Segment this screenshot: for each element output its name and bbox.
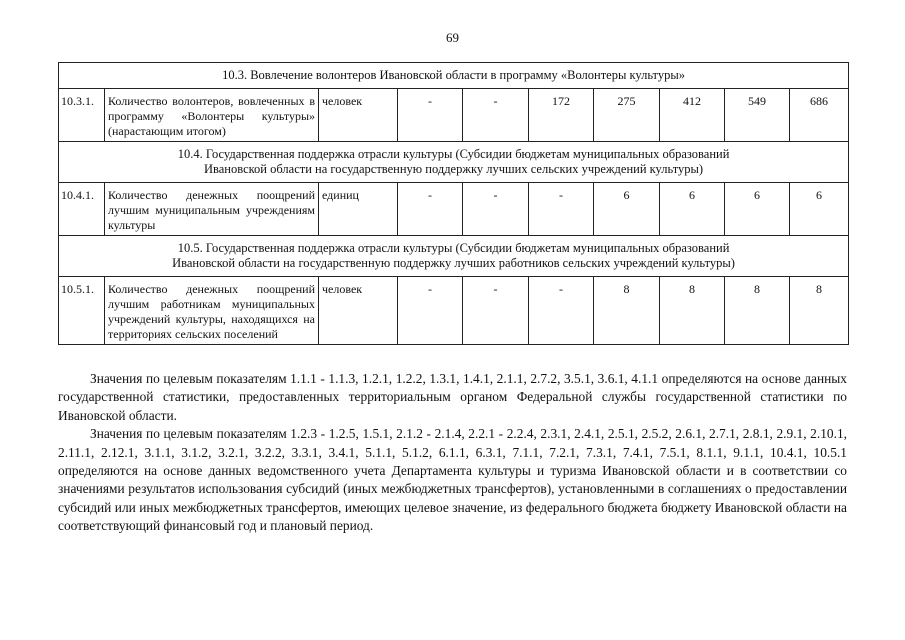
indicator-code: 10.3.1.: [59, 89, 105, 142]
indicator-value: 686: [790, 89, 849, 142]
indicator-value: 6: [594, 183, 660, 236]
indicator-code: 10.4.1.: [59, 183, 105, 236]
indicator-value: 6: [660, 183, 725, 236]
section-title-line: 10.5. Государственная поддержка отрасли культуры (Субсидии бюджетам муниципальных образований: [177, 241, 730, 255]
section-header-row: [59, 142, 849, 183]
section-header-row: [59, 63, 849, 89]
indicator-value: 6: [790, 183, 849, 236]
indicator-value: -: [398, 183, 463, 236]
indicator-unit: единиц: [319, 183, 398, 236]
section-title-line: Ивановской области на государственную поддержку лучших работников сельских учреждений культуры): [172, 256, 735, 270]
note-paragraph-1: Значения по целевым показателям 1.1.1 - 1.1.3, 1.2.1, 1.2.2, 1.3.1, 1.4.1, 2.1.1, 2.7.2, 3.5.1, 3.6.1, 4.1.1 определяются на основе данных государственной статистики, предоставленных территориальным органом Федеральной службы государственной статистики по Ивановской области.: [58, 371, 847, 423]
section-title-line: Ивановской области на государственную поддержку лучших сельских учреждений культуры): [203, 162, 704, 176]
indicator-name: Количество денежных поощрений лучшим работникам муниципальных учреждений культуры, находящихся на территориях сельских поселений: [105, 277, 319, 345]
indicator-value: 412: [660, 89, 725, 142]
notes: [58, 370, 847, 536]
indicator-value: 549: [725, 89, 790, 142]
indicator-unit: человек: [319, 89, 398, 142]
indicator-value: -: [529, 277, 594, 345]
section-title: [59, 63, 849, 89]
indicator-value: -: [463, 183, 529, 236]
section-header-row: [59, 236, 849, 277]
indicator-name: Количество волонтеров, вовлеченных в программу «Волонтеры культуры» (нарастающим итогом): [105, 89, 319, 142]
indicator-unit: человек: [319, 277, 398, 345]
indicator-value: 8: [725, 277, 790, 345]
indicators-table: [58, 62, 849, 345]
note-paragraph-2: Значения по целевым показателям 1.2.3 - 1.2.5, 1.5.1, 2.1.2 - 2.1.4, 2.2.1 - 2.2.4, 2.3.1, 2.4.1, 2.5.1, 2.5.2, 2.6.1, 2.7.1, 2.8.1, 2.9.1, 2.10.1, 2.11.1, 2.12.1, 3.1.1, 3.1.2, 3.2.1, 3.2.2, 3.3.1, 3.4.1, 5.1.1, 5.1.2, 6.1.1, 6.3.1, 7.1.1, 7.2.1, 7.3.1, 7.4.1, 7.5.1, 8.1.1, 9.1.1, 10.4.1, 10.5.1 определяются на основе данных ведомственного учета Департамента культуры и туризма Ивановской области и в соответствии со значениями результатов использования субсидий (иных межбюджетных трансфертов), установленными в соглашениях о предоставлении субсидий или иных межбюджетных трансфертов, имеющих целевое значение, из федерального бюджета бюджету Ивановской области на соответствующий финансовый год и плановый период.: [58, 426, 847, 534]
indicator-value: 275: [594, 89, 660, 142]
section-title-line: 10.3. Вовлечение волонтеров Ивановской области в программу «Волонтеры культуры»: [222, 68, 686, 82]
indicator-value: -: [463, 277, 529, 345]
section-title-line: 10.4. Государственная поддержка отрасли культуры (Субсидии бюджетам муниципальных образований: [177, 147, 730, 161]
indicator-value: 8: [660, 277, 725, 345]
indicator-value: 6: [725, 183, 790, 236]
indicator-name: Количество денежных поощрений лучшим муниципальным учреждениям культуры: [105, 183, 319, 236]
indicator-value: -: [398, 89, 463, 142]
indicator-value: 8: [594, 277, 660, 345]
table-row: [59, 277, 849, 345]
table-row: [59, 89, 849, 142]
section-title: [59, 142, 849, 183]
indicator-code: 10.5.1.: [59, 277, 105, 345]
page-number: 69: [446, 30, 459, 45]
indicator-value: 172: [529, 89, 594, 142]
indicator-value: -: [529, 183, 594, 236]
indicator-value: -: [463, 89, 529, 142]
indicator-value: -: [398, 277, 463, 345]
section-title: [59, 236, 849, 277]
indicator-value: 8: [790, 277, 849, 345]
table-row: [59, 183, 849, 236]
